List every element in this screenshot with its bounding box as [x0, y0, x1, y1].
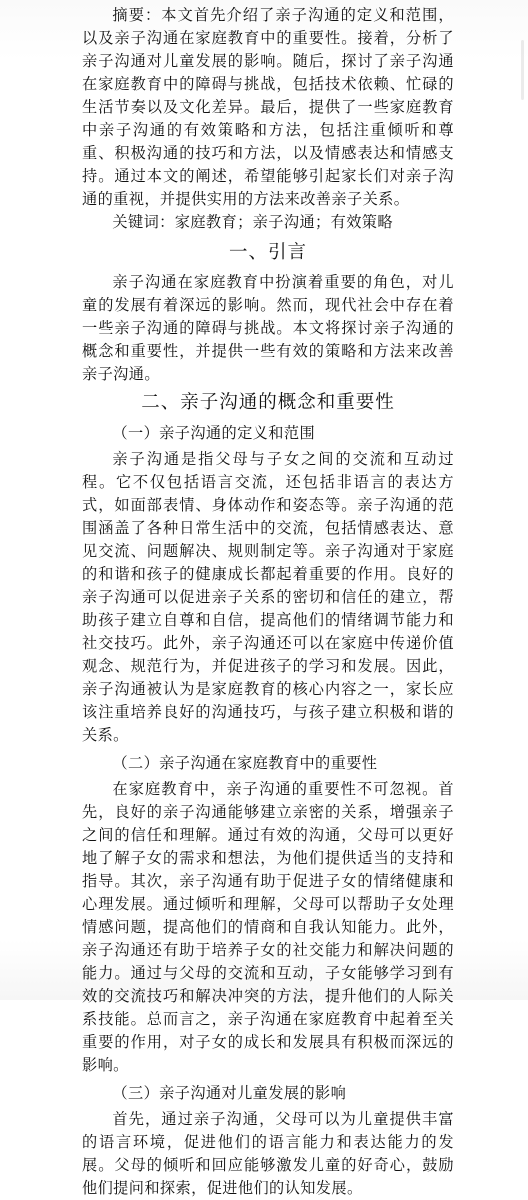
subsection-heading-importance: （二）亲子沟通在家庭教育中的重要性	[112, 754, 378, 772]
importance-paragraph: 在家庭教育中，亲子沟通的重要性不可忽视。首先，良好的亲子沟通能够建立亲密的关系，增强亲子之间的信任和理解。通过有效的沟通，父母可以更好地了解子女的需求和想法，为他们提供适当的支持和指导。其次，亲子沟通有助于促进子女的情绪健康和心理发展。通过倾听和理解，父母可以帮助子女处理情感问题，提高他们的情商和自我认知能力。此外，亲子沟通还有助于培养子女的社交能力和解决问题的能力。通过与父母的交流和互动，子女能够学习到有效的交流技巧和解决冲突的方法，提升他们的人际关系技能。总而言之，亲子沟通在家庭教育中起着至关重要的作用，对子女的成长和发展具有积极而深远的影响。	[82, 780, 454, 1074]
child-development-paragraph: 首先，通过亲子沟通，父母可以为儿童提供丰富的语言环境，促进他们的语言能力和表达能力的发展。父母的倾听和回应能够激发儿童的好奇心，鼓励他们提问和探索，促进他们的认知发展。	[82, 1110, 454, 1197]
introduction-paragraph: 亲子沟通在家庭教育中扮演着重要的角色，对儿童的发展有着深远的影响。然而，现代社会中存在着一些亲子沟通的障碍与挑战。本文将探讨亲子沟通的概念和重要性，并提供一些有效的策略和方法来改善亲子沟通。	[82, 273, 454, 383]
definition-paragraph: 亲子沟通是指父母与子女之间的交流和互动过程。它不仅包括语言交流，还包括非语言的表达方式，如面部表情、身体动作和姿态等。亲子沟通的范围涵盖了各种日常生活中的交流，包括情感表达、意见交流、问题解决、规则制定等。亲子沟通对于家庭的和谐和孩子的健康成长都起着重要的作用。良好的亲子沟通可以促进亲子关系的密切和信任的建立，帮助孩子建立自尊和自信，提高他们的情绪调节能力和社交技巧。此外，亲子沟通还可以在家庭中传递价值观念、规范行为，并促进孩子的学习和发展。因此，亲子沟通被认为是家庭教育的核心内容之一，家长应该注重培养良好的沟通技巧，与孩子建立积极和谐的关系。	[82, 450, 454, 744]
keywords-line: 关键词：家庭教育；亲子沟通；有效策略	[112, 213, 393, 231]
section-heading-introduction: 一、引言	[228, 242, 307, 263]
subsection-heading-definition: （一）亲子沟通的定义和范围	[112, 424, 316, 442]
document-body	[82, 4, 454, 1200]
scrollbar[interactable]	[521, 40, 524, 100]
abstract-paragraph: 摘要：本文首先介绍了亲子沟通的定义和范围，以及亲子沟通在家庭教育中的重要性。接着，分析了亲子沟通对儿童发展的影响。随后，探讨了亲子沟通在家庭教育中的障碍与挑战，包括技术依赖、忙碌的生活节奏以及文化差异。最后，提供了一些家庭教育中亲子沟通的有效策略和方法，包括注重倾听和尊重、积极沟通的技巧和方法，以及情感表达和情感支持。通过本文的阐述，希望能够引起家长们对亲子沟通的重视，并提供实用的方法来改善亲子关系。	[82, 6, 454, 208]
subsection-heading-child-development: （三）亲子沟通对儿童发展的影响	[112, 1084, 347, 1102]
section-heading-concept-importance: 二、亲子沟通的概念和重要性	[141, 392, 395, 413]
